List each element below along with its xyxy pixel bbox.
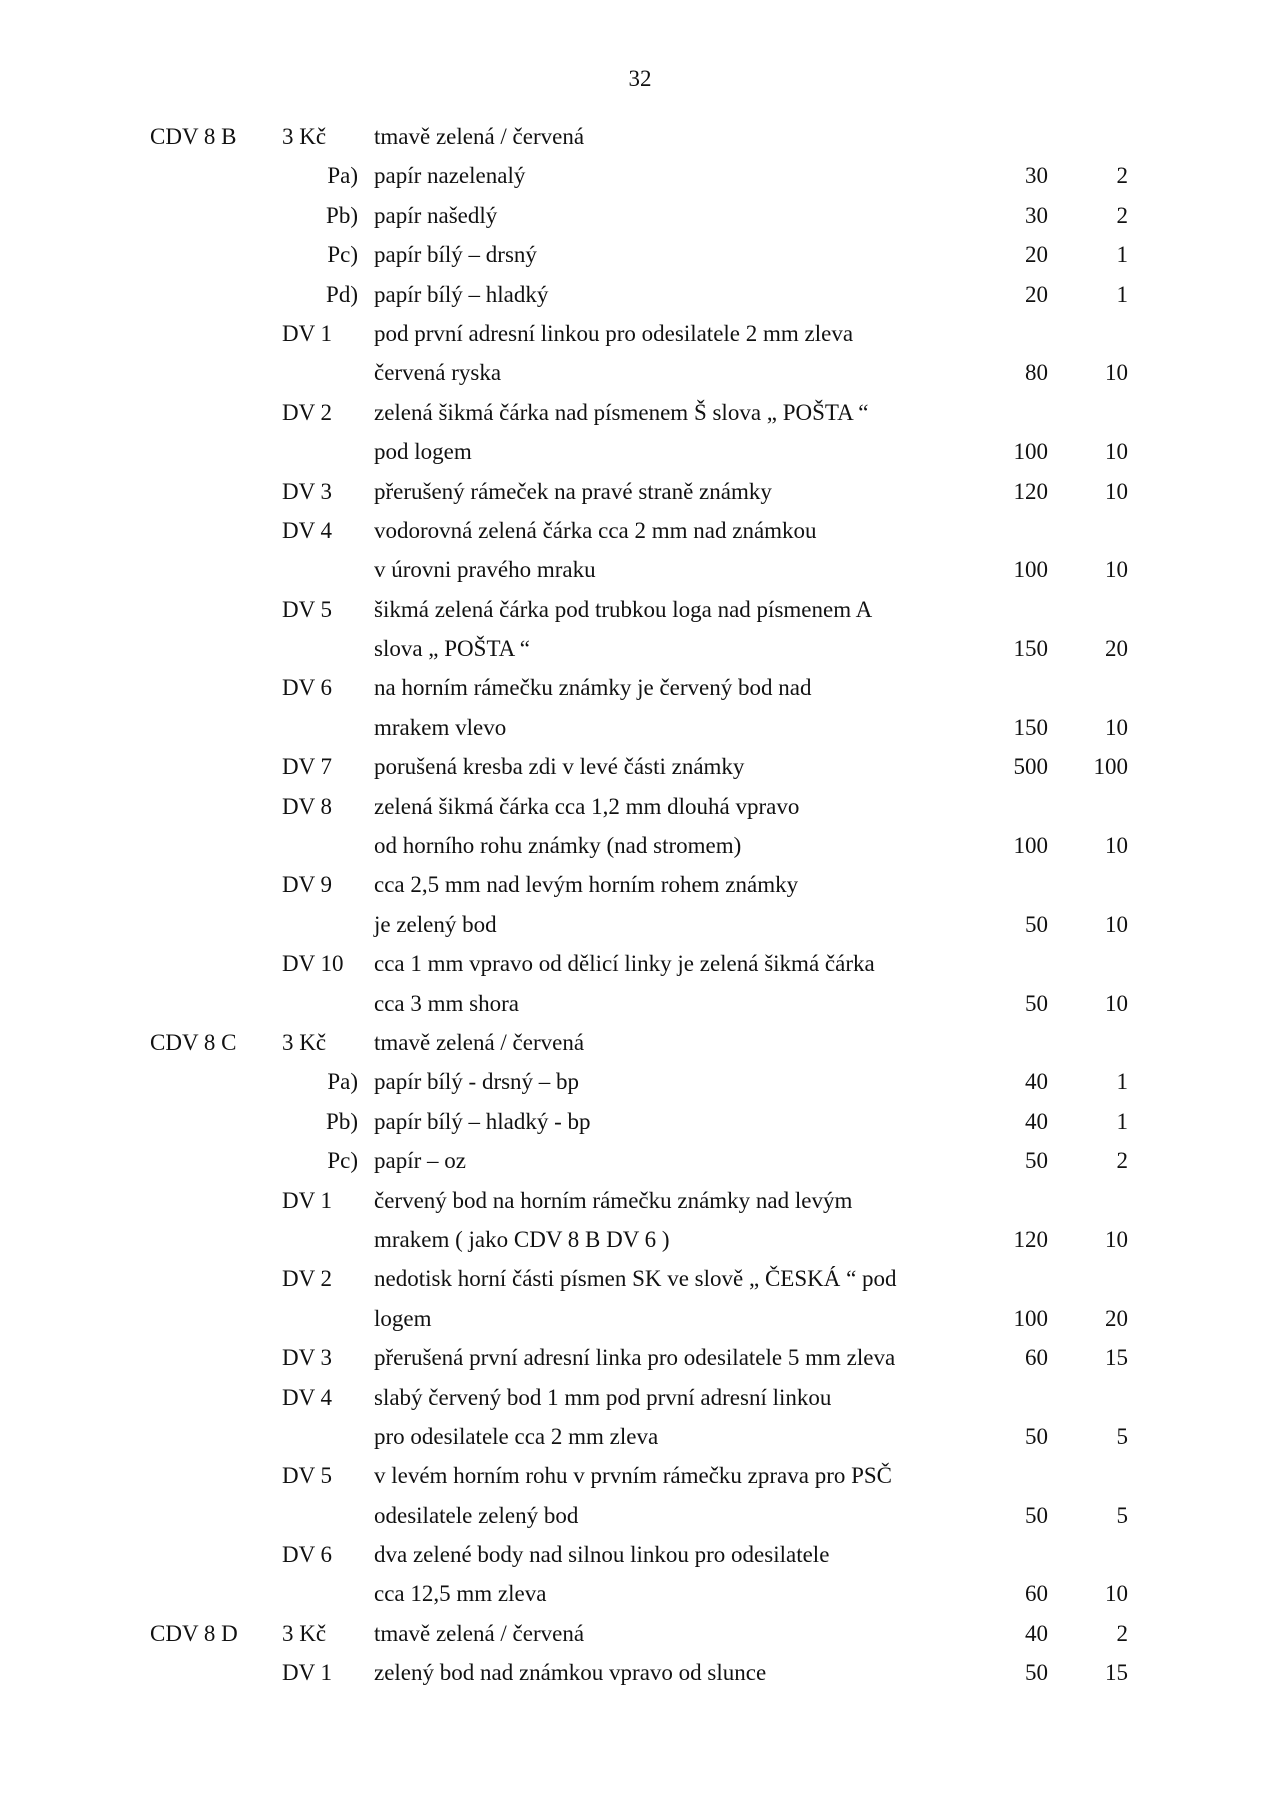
catalog-row [0, 590, 1280, 629]
variant-description: odesilatele zelený bod [374, 1502, 579, 1528]
catalog-row [0, 1181, 1280, 1220]
price-used: 10 [1105, 1581, 1128, 1607]
variant-description: je zelený bod [374, 911, 497, 937]
catalog-row [0, 1338, 1280, 1377]
catalog-row [0, 1614, 1280, 1653]
page-number: 32 [628, 66, 652, 91]
variant-code: 3 Kč [282, 1029, 327, 1055]
price-unused: 150 [1013, 636, 1048, 662]
price-unused: 40 [1025, 1620, 1048, 1646]
variant-code: DV 3 [282, 1345, 333, 1371]
variant-description: zelený bod nad známkou vpravo od slunce [374, 1660, 767, 1686]
catalog-row [0, 1220, 1280, 1259]
price-used: 2 [1116, 163, 1128, 189]
price-unused: 60 [1025, 1581, 1048, 1607]
variant-description: zelená šikmá čárka cca 1,2 mm dlouhá vpravo [374, 793, 800, 819]
price-used: 1 [1116, 1069, 1128, 1095]
catalog-row [0, 629, 1280, 668]
price-used: 2 [1116, 202, 1128, 228]
catalog-row [0, 1574, 1280, 1613]
catalog-row [0, 1141, 1280, 1180]
variant-description: vodorovná zelená čárka cca 2 mm nad známkou [374, 517, 817, 543]
catalog-row [0, 432, 1280, 471]
catalog-row [0, 511, 1280, 550]
variant-description: mrakem vlevo [374, 714, 507, 740]
price-unused: 50 [1025, 1660, 1048, 1686]
catalog-row [0, 1456, 1280, 1495]
variant-code: DV 1 [282, 1187, 333, 1213]
price-unused: 100 [1013, 439, 1048, 465]
variant-description: červený bod na horním rámečku známky nad levým [374, 1187, 853, 1213]
variant-description: pro odesilatele cca 2 mm zleva [374, 1423, 659, 1449]
catalog-row [0, 865, 1280, 904]
variant-description: cca 1 mm vpravo od dělicí linky je zelená šikmá čárka [374, 951, 875, 977]
variant-description: slabý červený bod 1 mm pod první adresní linkou [374, 1384, 832, 1410]
price-unused: 30 [1025, 163, 1048, 189]
variant-description: červená ryska [374, 360, 502, 386]
variant-code: Pc) [327, 242, 358, 268]
catalog-row [0, 353, 1280, 392]
price-unused: 50 [1025, 990, 1048, 1016]
variant-code: DV 9 [282, 872, 333, 898]
variant-code: Pb) [326, 1108, 358, 1134]
price-used: 5 [1116, 1423, 1128, 1449]
catalog-row [0, 1535, 1280, 1574]
variant-description: přerušená první adresní linka pro odesilatele 5 mm zleva [374, 1345, 896, 1371]
variant-description: dva zelené body nad silnou linkou pro odesilatele [374, 1542, 830, 1568]
catalog-row [0, 275, 1280, 314]
variant-code: Pd) [326, 281, 358, 307]
variant-description: tmavě zelená / červená [374, 1029, 585, 1055]
variant-description: od horního rohu známky (nad stromem) [374, 833, 742, 859]
variant-code: DV 4 [282, 1384, 333, 1410]
price-used: 10 [1105, 439, 1128, 465]
catalog-code: CDV 8 C [150, 1029, 237, 1055]
price-used: 2 [1116, 1148, 1128, 1174]
price-used: 10 [1105, 360, 1128, 386]
variant-description: pod logem [374, 439, 472, 465]
catalog-code: CDV 8 B [150, 124, 237, 149]
variant-code: DV 2 [282, 1266, 333, 1292]
price-unused: 100 [1013, 833, 1048, 859]
catalog-table [0, 117, 1280, 1693]
variant-description: přerušený rámeček na pravé straně známky [374, 478, 772, 504]
variant-description: šikmá zelená čárka pod trubkou loga nad písmenem A [374, 596, 873, 622]
catalog-row [0, 1259, 1280, 1298]
price-used: 15 [1105, 1345, 1128, 1371]
catalog-row [0, 787, 1280, 826]
price-used: 10 [1105, 714, 1128, 740]
price-unused: 120 [1013, 478, 1048, 504]
price-used: 20 [1105, 636, 1128, 662]
variant-code: DV 1 [282, 320, 333, 346]
variant-description: logem [374, 1305, 432, 1331]
variant-code: Pc) [327, 1148, 358, 1174]
price-used: 10 [1105, 478, 1128, 504]
catalog-row [0, 314, 1280, 353]
price-used: 10 [1105, 557, 1128, 583]
price-used: 10 [1105, 833, 1128, 859]
catalog-row [0, 235, 1280, 274]
catalog-row [0, 472, 1280, 511]
variant-description: papír bílý – drsný [374, 242, 537, 268]
variant-description: porušená kresba zdi v levé části známky [374, 754, 745, 780]
variant-code: DV 2 [282, 399, 333, 425]
variant-code: DV 6 [282, 1542, 333, 1568]
variant-description: tmavě zelená / červená [374, 1620, 585, 1646]
variant-code: 3 Kč [282, 1620, 327, 1646]
price-used: 20 [1105, 1305, 1128, 1331]
variant-code: DV 6 [282, 675, 333, 701]
variant-description: cca 3 mm shora [374, 990, 519, 1016]
variant-description: papír našedlý [374, 202, 498, 228]
variant-description: mrakem ( jako CDV 8 B DV 6 ) [374, 1226, 670, 1252]
catalog-row [0, 668, 1280, 707]
catalog-row [0, 1102, 1280, 1141]
price-unused: 50 [1025, 1423, 1048, 1449]
price-unused: 40 [1025, 1069, 1048, 1095]
variant-description: cca 2,5 mm nad levým horním rohem známky [374, 872, 799, 898]
catalog-row [0, 1496, 1280, 1535]
catalog-row [0, 156, 1280, 195]
variant-code: DV 4 [282, 517, 333, 543]
catalog-row [0, 708, 1280, 747]
price-unused: 50 [1025, 1502, 1048, 1528]
variant-code: DV 5 [282, 1463, 333, 1489]
price-unused: 60 [1025, 1345, 1048, 1371]
price-unused: 100 [1013, 1305, 1048, 1331]
catalog-row [0, 1417, 1280, 1456]
price-used: 100 [1093, 754, 1128, 780]
price-unused: 100 [1013, 557, 1048, 583]
price-used: 10 [1105, 911, 1128, 937]
price-unused: 20 [1025, 281, 1048, 307]
price-used: 10 [1105, 990, 1128, 1016]
variant-code: 3 Kč [282, 124, 327, 149]
catalog-row [0, 1299, 1280, 1338]
variant-code: Pb) [326, 202, 358, 228]
catalog-row [0, 747, 1280, 786]
variant-description: v levém horním rohu v prvním rámečku zprava pro PSČ [374, 1463, 893, 1489]
catalog-row [0, 550, 1280, 589]
variant-code: DV 8 [282, 793, 333, 819]
variant-description: nedotisk horní části písmen SK ve slově „ ČESKÁ “ pod [374, 1266, 897, 1292]
variant-description: zelená šikmá čárka nad písmenem Š slova „ POŠTA “ [374, 399, 869, 425]
price-used: 2 [1116, 1620, 1128, 1646]
variant-description: papír nazelenalý [374, 163, 526, 189]
variant-description: tmavě zelená / červená [374, 124, 585, 149]
variant-code: DV 3 [282, 478, 333, 504]
variant-description: papír bílý – hladký [374, 281, 549, 307]
variant-code: DV 5 [282, 596, 333, 622]
catalog-row [0, 117, 1280, 156]
catalog-row [0, 1378, 1280, 1417]
price-unused: 80 [1025, 360, 1048, 386]
variant-description: v úrovni pravého mraku [374, 557, 596, 583]
catalog-row [0, 196, 1280, 235]
variant-description: papír bílý - drsný – bp [374, 1069, 580, 1095]
price-unused: 50 [1025, 1148, 1048, 1174]
variant-description: cca 12,5 mm zleva [374, 1581, 547, 1607]
price-unused: 50 [1025, 911, 1048, 937]
variant-code: Pa) [327, 1069, 358, 1095]
catalog-row [0, 1023, 1280, 1062]
variant-code: DV 1 [282, 1660, 333, 1686]
price-used: 15 [1105, 1660, 1128, 1686]
price-unused: 500 [1013, 754, 1048, 780]
price-unused: 30 [1025, 202, 1048, 228]
variant-description: na horním rámečku známky je červený bod nad [374, 675, 812, 701]
price-unused: 20 [1025, 242, 1048, 268]
price-used: 10 [1105, 1226, 1128, 1252]
price-unused: 150 [1013, 714, 1048, 740]
price-used: 1 [1116, 242, 1128, 268]
catalog-code: CDV 8 D [150, 1620, 238, 1646]
catalog-row [0, 393, 1280, 432]
variant-code: Pa) [327, 163, 358, 189]
catalog-row [0, 826, 1280, 865]
catalog-row [0, 1062, 1280, 1101]
price-unused: 40 [1025, 1108, 1048, 1134]
variant-code: DV 10 [282, 951, 344, 977]
variant-description: pod první adresní linkou pro odesilatele 2 mm zleva [374, 320, 854, 346]
catalog-row [0, 905, 1280, 944]
catalog-row [0, 984, 1280, 1023]
variant-code: DV 7 [282, 754, 333, 780]
catalog-row [0, 1653, 1280, 1692]
price-used: 5 [1116, 1502, 1128, 1528]
catalog-row [0, 944, 1280, 983]
price-unused: 120 [1013, 1226, 1048, 1252]
price-used: 1 [1116, 1108, 1128, 1134]
variant-description: papír – oz [374, 1148, 466, 1174]
variant-description: papír bílý – hladký - bp [374, 1108, 591, 1134]
variant-description: slova „ POŠTA “ [374, 636, 530, 662]
price-used: 1 [1116, 281, 1128, 307]
